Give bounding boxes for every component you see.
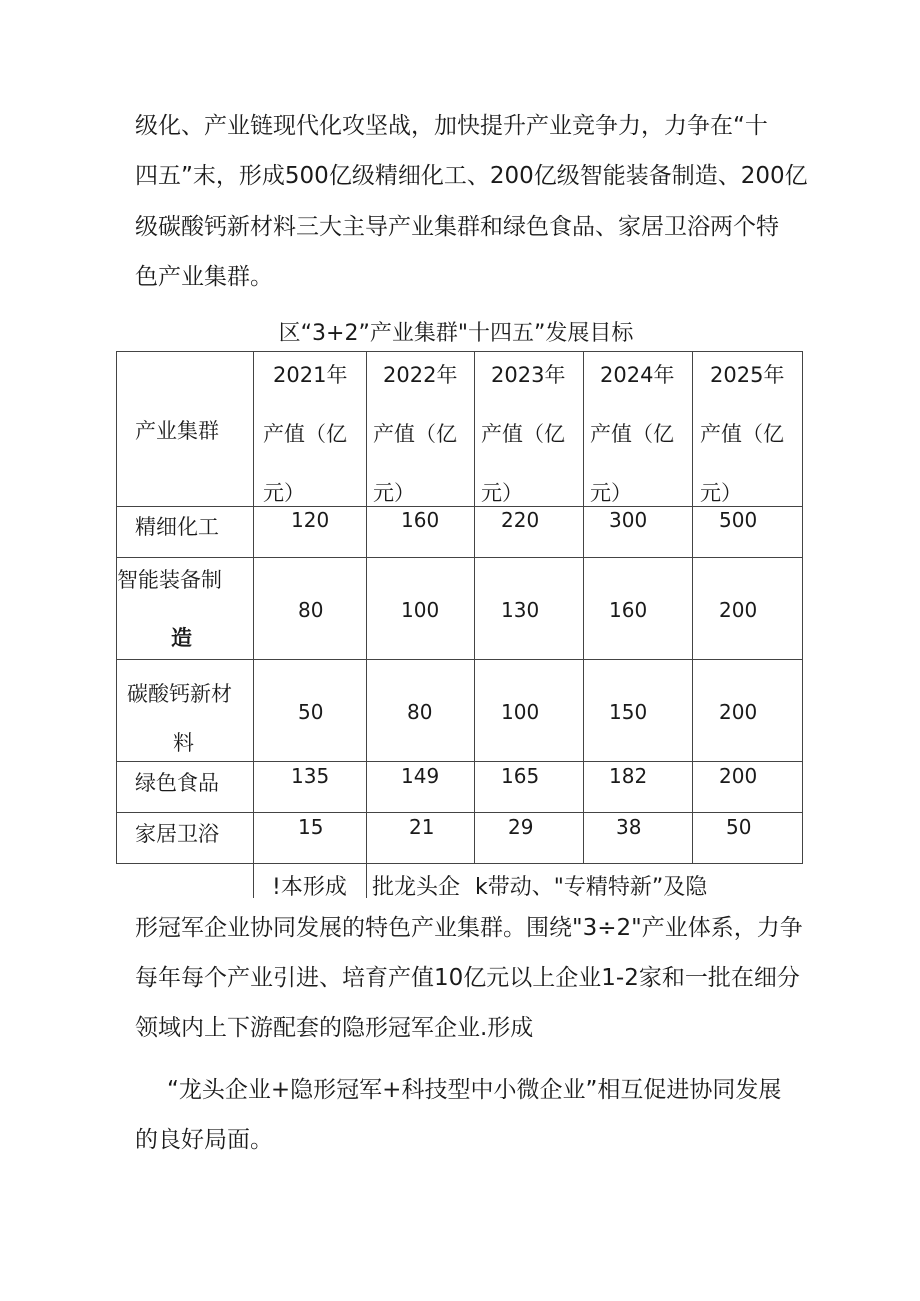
header-unit: 元） xyxy=(700,481,742,505)
table-border xyxy=(116,557,803,558)
cell-value: 500 xyxy=(719,508,758,532)
cell-value: 80 xyxy=(407,700,433,724)
cell-value: 100 xyxy=(501,700,540,724)
header-unit: 产值（亿 xyxy=(373,422,457,446)
row-label: 造 xyxy=(171,626,192,650)
overlap-fragment: !本形成 xyxy=(272,875,347,900)
header-year: 2023年 xyxy=(491,363,566,387)
cell-value: 15 xyxy=(298,815,324,839)
row-label: 绿色食品 xyxy=(135,771,219,795)
intro-line: 级化、产业链现代化攻坚战，加快提升产业竞争力，力争在“十 xyxy=(135,113,768,139)
header-unit: 元） xyxy=(590,481,632,505)
cell-value: 130 xyxy=(501,598,540,622)
body-line: 每年每个产业引进、培育产值10亿元以上企业1-2家和一批在细分 xyxy=(135,965,800,991)
cell-value: 160 xyxy=(401,508,440,532)
row-label: 智能装备制 xyxy=(117,568,222,592)
closing-line: 的良好局面。 xyxy=(135,1127,273,1153)
table-border xyxy=(583,351,584,864)
intro-line: 级碳酸钙新材料三大主导产业集群和绿色食品、家居卫浴两个特 xyxy=(135,214,779,240)
header-unit: 产值（亿 xyxy=(263,422,347,446)
cell-value: 220 xyxy=(501,508,540,532)
header-unit: 元） xyxy=(263,481,305,505)
table-border xyxy=(474,351,475,864)
table-border xyxy=(116,351,117,864)
closing-line: “龙头企业+隐形冠军+科技型中小微企业”相互促进协同发展 xyxy=(167,1077,782,1103)
cell-value: 165 xyxy=(501,764,540,788)
table-border xyxy=(692,351,693,864)
cell-value: 160 xyxy=(609,598,648,622)
table-border xyxy=(366,864,367,898)
table-caption: 区“3+2”产业集群"十四五”发展目标 xyxy=(278,321,634,346)
header-year: 2022年 xyxy=(383,363,458,387)
row-label: 家居卫浴 xyxy=(135,822,219,846)
cell-value: 80 xyxy=(298,598,324,622)
table-border xyxy=(253,351,254,864)
header-year: 2024年 xyxy=(600,363,675,387)
cell-value: 300 xyxy=(609,508,648,532)
body-line: 领域内上下游配套的隐形冠军企业.形成 xyxy=(135,1015,534,1041)
cell-value: 135 xyxy=(291,764,330,788)
overlap-fragment: 批龙头企 xyxy=(372,875,461,900)
header-unit: 元） xyxy=(481,481,523,505)
table-border xyxy=(366,351,367,864)
cell-value: 149 xyxy=(401,764,440,788)
cell-value: 29 xyxy=(508,815,534,839)
table-border xyxy=(802,351,803,864)
header-year: 2025年 xyxy=(710,363,785,387)
table-border xyxy=(253,864,254,898)
cell-value: 21 xyxy=(409,815,435,839)
body-line: 形冠军企业协同发展的特色产业集群。围绕"3÷2"产业体系，力争 xyxy=(135,915,803,941)
cell-value: 50 xyxy=(726,815,752,839)
cell-value: 200 xyxy=(719,598,758,622)
table-border xyxy=(116,761,803,762)
cell-value: 100 xyxy=(401,598,440,622)
table-border xyxy=(116,351,803,352)
table-border xyxy=(116,863,803,864)
cell-value: 200 xyxy=(719,700,758,724)
cell-value: 120 xyxy=(291,508,330,532)
header-unit: 产值（亿 xyxy=(481,422,565,446)
cell-value: 150 xyxy=(609,700,648,724)
row-label: 料 xyxy=(173,731,194,755)
cell-value: 200 xyxy=(719,764,758,788)
header-unit: 产值（亿 xyxy=(700,422,784,446)
header-unit: 元） xyxy=(373,481,415,505)
table-border xyxy=(116,812,803,813)
cell-value: 50 xyxy=(298,700,324,724)
header-year: 2021年 xyxy=(273,363,348,387)
row-label: 碳酸钙新材 xyxy=(127,682,232,706)
header-unit: 产值（亿 xyxy=(590,422,674,446)
cell-value: 182 xyxy=(609,764,648,788)
row-label: 精细化工 xyxy=(135,515,219,539)
cell-value: 38 xyxy=(616,815,642,839)
intro-line: 四五”末，形成500亿级精细化工、200亿级智能装备制造、200亿 xyxy=(135,163,808,189)
intro-line: 色产业集群。 xyxy=(135,264,273,290)
overlap-fragment: k带动、"专精特新”及隐 xyxy=(475,875,708,900)
table-border xyxy=(116,659,803,660)
header-industry-cluster: 产业集群 xyxy=(135,419,219,443)
